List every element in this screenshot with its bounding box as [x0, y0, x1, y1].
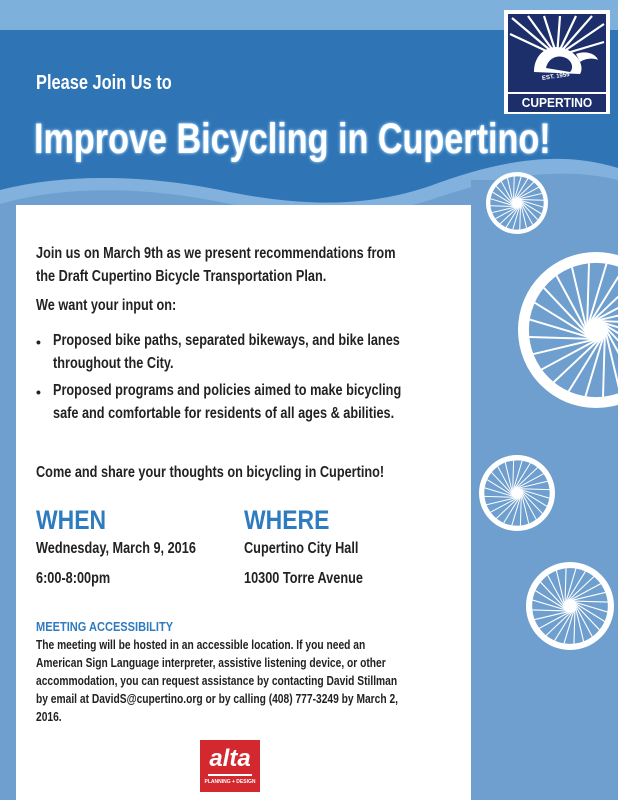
where-heading: WHERE [244, 505, 330, 535]
accessibility-line-1: The meeting will be hosted in an accessible location. If you need an [36, 638, 366, 652]
alta-divider [208, 774, 252, 776]
alta-name: alta [209, 745, 251, 772]
bicycle-wheel-icon [479, 455, 555, 531]
accessibility-heading: MEETING ACCESSIBILITY [36, 619, 174, 634]
when-heading: WHEN [36, 505, 107, 535]
accessibility-line-4: by email at DavidS@cupertino.org or by calling (408) 777-3249 by March 2, [36, 692, 399, 706]
logo-name: CUPERTINO [521, 95, 593, 110]
bicycle-wheel-icon [486, 172, 548, 234]
bicycle-wheel-icon [526, 562, 614, 650]
bullet-1-line-2: throughout the City. [53, 355, 174, 372]
invite-line: Come and share your thoughts on bicycling in Cupertino! [36, 464, 385, 481]
logo-est: EST. 1955 [541, 72, 570, 82]
intro-line-2: the Draft Cupertino Bicycle Transportation Plan. [36, 268, 327, 285]
intro-line-1: Join us on March 9th as we present recommendations from [36, 245, 396, 262]
input-label: We want your input on: [36, 297, 177, 314]
cupertino-logo [504, 10, 610, 114]
pre-title: Please Join Us to [36, 72, 172, 94]
alta-logo [200, 740, 260, 792]
accessibility-line-2: American Sign Language interpreter, assistive listening device, or other [36, 656, 386, 670]
where-address: 10300 Torre Avenue [244, 570, 363, 587]
page-title: Improve Bicycling in Cupertino! [34, 115, 551, 163]
accessibility-line-3: accommodation, you can request assistance by contacting David Stillman [36, 674, 398, 688]
bullet-dot-1: • [36, 334, 41, 350]
alta-tagline: PLANNING + DESIGN [204, 779, 256, 785]
bullet-2-line-2: safe and comfortable for residents of all ages & abilities. [53, 405, 395, 422]
accessibility-line-5: 2016. [36, 710, 62, 724]
when-date: Wednesday, March 9, 2016 [36, 540, 196, 557]
bullet-1-line-1: Proposed bike paths, separated bikeways, and bike lanes [53, 332, 400, 349]
bicycle-wheel-icon [518, 252, 618, 408]
when-time: 6:00-8:00pm [36, 570, 111, 587]
bullet-2-line-1: Proposed programs and policies aimed to make bicycling [53, 382, 402, 399]
where-place: Cupertino City Hall [244, 540, 359, 557]
bullet-dot-2: • [36, 384, 41, 400]
